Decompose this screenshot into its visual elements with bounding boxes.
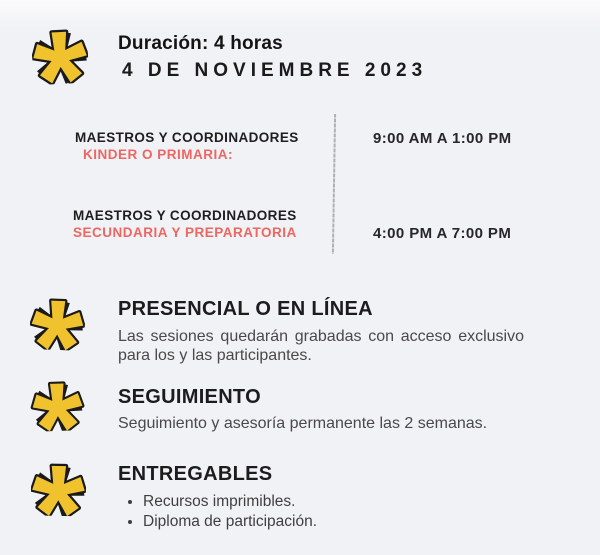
- section-title-presencial: PRESENCIAL O EN LÍNEA: [118, 298, 373, 320]
- asterisk-icon: [29, 378, 86, 432]
- event-date: 4 DE NOVIEMBRE 2023: [122, 60, 428, 81]
- schedule-divider: [332, 114, 336, 254]
- schedule-row2-level: SECUNDARIA Y PREPARATORIA: [73, 225, 297, 240]
- body-line: Las sesiones quedarán grabadas con acceso exclusivo: [118, 328, 524, 345]
- section-body-seguimiento: [118, 414, 538, 433]
- section-body-presencial: [118, 327, 524, 365]
- schedule-row1-group: MAESTROS Y COORDINADORES: [75, 130, 299, 145]
- asterisk-icon: [29, 295, 86, 351]
- list-item: • Diploma de participación.: [143, 513, 317, 532]
- asterisk-icon: [31, 25, 90, 86]
- asterisk-icon: [31, 461, 87, 517]
- section-title-entregables: ENTREGABLES: [118, 463, 273, 485]
- body-line: Seguimiento y asesoría permanente las 2 semanas.: [118, 415, 488, 432]
- schedule-row2-group: MAESTROS Y COORDINADORES: [73, 208, 297, 223]
- duration-label: Duración: 4 horas: [118, 33, 283, 54]
- schedule-row1-level: KINDER O PRIMARIA:: [83, 147, 233, 162]
- list-item: • Recursos imprimibles.: [143, 493, 317, 512]
- section-title-seguimiento: SEGUIMIENTO: [118, 386, 261, 408]
- entregables-list: [128, 493, 317, 532]
- body-line: para los y las participantes.: [118, 347, 312, 364]
- schedule-row2-time: 4:00 PM A 7:00 PM: [373, 225, 512, 242]
- schedule-row1-time: 9:00 AM A 1:00 PM: [373, 130, 512, 147]
